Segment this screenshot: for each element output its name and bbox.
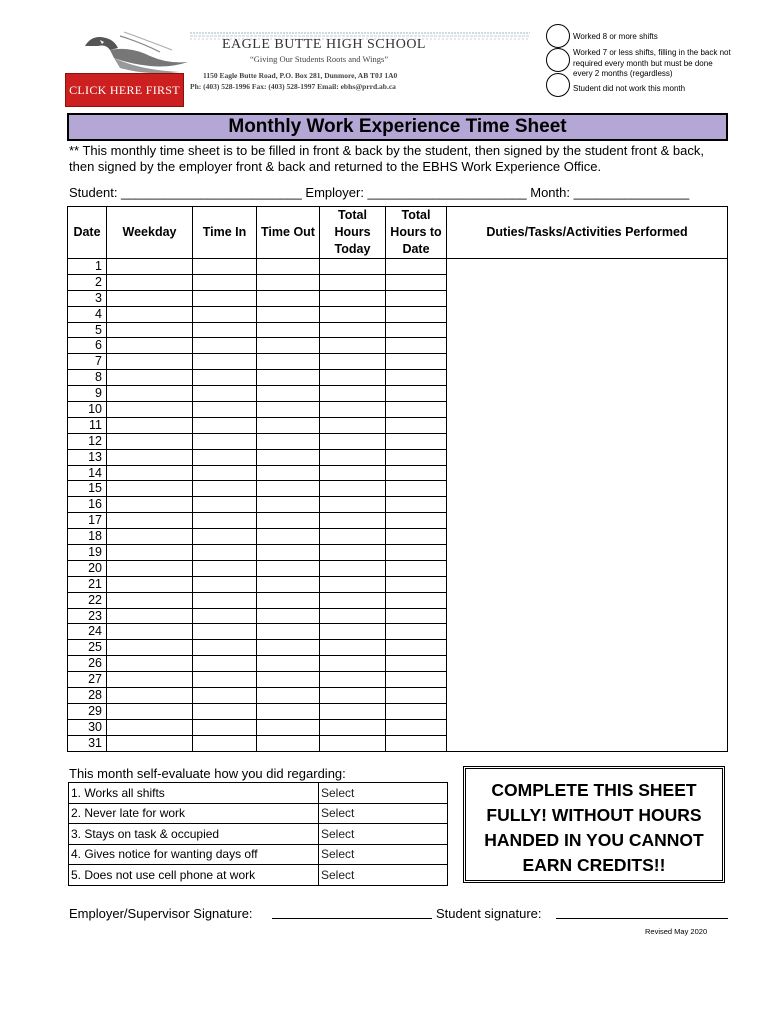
school-name: EAGLE BUTTE HIGH SCHOOL [222,37,426,52]
employer-signature-label: Employer/Supervisor Signature: [69,906,253,921]
time-out-cell[interactable] [257,640,320,656]
total-to-date-cell[interactable] [386,386,447,402]
total-today-cell[interactable] [320,370,386,386]
total-to-date-cell[interactable] [386,338,447,354]
time-out-cell[interactable] [257,672,320,688]
total-today-cell[interactable] [320,338,386,354]
weekday-cell[interactable] [107,545,193,561]
time-in-cell[interactable] [193,672,257,688]
date-cell: 16 [68,497,107,513]
total-today-cell[interactable] [320,290,386,306]
time-in-cell[interactable] [193,576,257,592]
total-today-cell[interactable] [320,274,386,290]
total-to-date-cell[interactable] [386,513,447,529]
eval-row [69,783,448,804]
time-in-cell[interactable] [193,386,257,402]
total-today-cell[interactable] [320,433,386,449]
time-in-cell[interactable] [193,338,257,354]
total-to-date-cell[interactable] [386,703,447,719]
date-cell: 10 [68,402,107,418]
time-in-cell[interactable] [193,592,257,608]
total-to-date-cell[interactable] [386,465,447,481]
time-out-cell[interactable] [257,608,320,624]
weekday-cell[interactable] [107,322,193,338]
total-to-date-cell[interactable] [386,274,447,290]
weekday-cell[interactable] [107,624,193,640]
weekday-cell[interactable] [107,735,193,751]
total-to-date-cell[interactable] [386,354,447,370]
date-cell: 25 [68,640,107,656]
weekday-cell[interactable] [107,290,193,306]
total-today-cell[interactable] [320,402,386,418]
time-out-cell[interactable] [257,402,320,418]
total-to-date-cell[interactable] [386,672,447,688]
timesheet-table [67,206,728,752]
legend-radio-none[interactable] [546,73,570,97]
date-cell: 5 [68,322,107,338]
date-cell: 19 [68,545,107,561]
school-address: 1150 Eagle Butte Road, P.O. Box 281, Dunmore, AB T0J 1A0 [203,71,398,80]
total-today-cell[interactable] [320,688,386,704]
eval-label: 4. Gives notice for wanting days off [69,844,319,865]
date-cell: 26 [68,656,107,672]
time-in-cell[interactable] [193,703,257,719]
weekday-cell[interactable] [107,608,193,624]
total-to-date-cell[interactable] [386,402,447,418]
date-cell: 3 [68,290,107,306]
weekday-cell[interactable] [107,640,193,656]
student-signature-line[interactable] [556,904,728,919]
info-fields [69,185,689,200]
weekday-cell[interactable] [107,306,193,322]
time-in-cell[interactable] [193,402,257,418]
date-cell: 20 [68,560,107,576]
total-to-date-cell[interactable] [386,322,447,338]
date-cell: 4 [68,306,107,322]
header-time-out: Time Out [257,207,320,259]
eval-select[interactable]: Select [319,783,448,804]
total-today-cell[interactable] [320,481,386,497]
time-out-cell[interactable] [257,338,320,354]
date-cell: 24 [68,624,107,640]
school-motto: “Giving Our Students Roots and Wings” [250,54,389,64]
total-to-date-cell[interactable] [386,719,447,735]
time-in-cell[interactable] [193,719,257,735]
school-contact: Ph: (403) 528-1996 Fax: (403) 528-1997 Email: ebhs@prrd.ab.ca [190,82,396,91]
header-weekday: Weekday [107,207,193,259]
eval-row [69,865,448,886]
revised-date: Revised May 2020 [645,927,708,936]
weekday-cell[interactable] [107,703,193,719]
date-cell: 31 [68,735,107,751]
date-cell: 14 [68,465,107,481]
total-to-date-cell[interactable] [386,449,447,465]
weekday-cell[interactable] [107,529,193,545]
date-cell: 2 [68,274,107,290]
total-today-cell[interactable] [320,449,386,465]
weekday-cell[interactable] [107,497,193,513]
weekday-cell[interactable] [107,560,193,576]
time-in-cell[interactable] [193,465,257,481]
legend-label-7-less: Worked 7 or less shifts, filling in the back not required every month but must be done every 2 months (regardless) [573,48,731,78]
time-in-cell[interactable] [193,688,257,704]
weekday-cell[interactable] [107,370,193,386]
total-to-date-cell[interactable] [386,560,447,576]
time-in-cell[interactable] [193,545,257,561]
self-evaluation-table [68,782,448,886]
time-in-cell[interactable] [193,497,257,513]
total-today-cell[interactable] [320,465,386,481]
time-in-cell[interactable] [193,354,257,370]
eval-select[interactable]: Select [319,844,448,865]
total-to-date-cell[interactable] [386,433,447,449]
time-out-cell[interactable] [257,322,320,338]
total-today-cell[interactable] [320,497,386,513]
total-to-date-cell[interactable] [386,529,447,545]
eval-select[interactable]: Select [319,865,448,886]
date-cell: 27 [68,672,107,688]
weekday-cell[interactable] [107,688,193,704]
weekday-cell[interactable] [107,274,193,290]
date-cell: 9 [68,386,107,402]
instructions-text: ** This monthly time sheet is to be filled in front & back by the student, then signed by the student front & back, then signed by the employer front & back and returned to the EBHS Work Experience Office. [69,143,704,174]
weekday-cell[interactable] [107,402,193,418]
total-today-cell[interactable] [320,703,386,719]
time-out-cell[interactable] [257,592,320,608]
time-in-cell[interactable] [193,259,257,275]
eval-label: 5. Does not use cell phone at work [69,865,319,886]
total-today-cell[interactable] [320,322,386,338]
total-today-cell[interactable] [320,529,386,545]
eval-label: 3. Stays on task & occupied [69,824,319,845]
eval-row [69,803,448,824]
weekday-cell[interactable] [107,386,193,402]
header-total-to-date: Total Hours to Date [386,207,447,259]
date-cell: 6 [68,338,107,354]
time-out-cell[interactable] [257,688,320,704]
weekday-cell[interactable] [107,259,193,275]
total-today-cell[interactable] [320,560,386,576]
self-evaluation-title: This month self-evaluate how you did regarding: [69,766,346,781]
eagle-logo-icon [80,28,190,78]
time-out-cell[interactable] [257,624,320,640]
time-in-cell[interactable] [193,417,257,433]
weekday-cell[interactable] [107,481,193,497]
time-out-cell[interactable] [257,417,320,433]
total-today-cell[interactable] [320,672,386,688]
total-to-date-cell[interactable] [386,259,447,275]
time-out-cell[interactable] [257,497,320,513]
time-out-cell[interactable] [257,529,320,545]
time-in-cell[interactable] [193,608,257,624]
weekday-cell[interactable] [107,719,193,735]
total-today-cell[interactable] [320,719,386,735]
eval-select[interactable]: Select [319,824,448,845]
total-today-cell[interactable] [320,656,386,672]
time-in-cell[interactable] [193,370,257,386]
click-here-first-button[interactable]: CLICK HERE FIRST [65,73,184,107]
eval-row [69,844,448,865]
time-out-cell[interactable] [257,274,320,290]
total-today-cell[interactable] [320,513,386,529]
eval-row [69,824,448,845]
weekday-cell[interactable] [107,433,193,449]
time-out-cell[interactable] [257,719,320,735]
weekday-cell[interactable] [107,576,193,592]
student-field[interactable]: Student: _________________________ [69,185,302,200]
eval-label: 1. Works all shifts [69,783,319,804]
total-today-cell[interactable] [320,576,386,592]
header-date: Date [68,207,107,259]
total-today-cell[interactable] [320,608,386,624]
eval-select[interactable]: Select [319,803,448,824]
time-out-cell[interactable] [257,370,320,386]
time-in-cell[interactable] [193,640,257,656]
time-out-cell[interactable] [257,259,320,275]
total-today-cell[interactable] [320,592,386,608]
total-to-date-cell[interactable] [386,290,447,306]
time-in-cell[interactable] [193,624,257,640]
date-cell: 29 [68,703,107,719]
employer-field[interactable]: Employer: ______________________ [305,185,527,200]
total-to-date-cell[interactable] [386,592,447,608]
total-today-cell[interactable] [320,386,386,402]
weekday-cell[interactable] [107,592,193,608]
page-title: Monthly Work Experience Time Sheet [67,113,728,141]
eval-label: 2. Never late for work [69,803,319,824]
total-today-cell[interactable] [320,306,386,322]
time-in-cell[interactable] [193,513,257,529]
time-in-cell[interactable] [193,529,257,545]
total-today-cell[interactable] [320,259,386,275]
header-total-today: Total Hours Today [320,207,386,259]
completion-notice: COMPLETE THIS SHEET FULLY! WITHOUT HOURS HANDED IN YOU CANNOT EARN CREDITS!! [463,766,725,883]
date-cell: 22 [68,592,107,608]
time-out-cell[interactable] [257,433,320,449]
total-to-date-cell[interactable] [386,417,447,433]
total-to-date-cell[interactable] [386,608,447,624]
date-cell: 8 [68,370,107,386]
legend-radio-7-less[interactable] [546,48,570,72]
legend-label-8-plus: Worked 8 or more shifts [573,32,658,41]
time-in-cell[interactable] [193,735,257,751]
total-to-date-cell[interactable] [386,640,447,656]
total-to-date-cell[interactable] [386,688,447,704]
total-to-date-cell[interactable] [386,497,447,513]
total-today-cell[interactable] [320,624,386,640]
time-out-cell[interactable] [257,735,320,751]
date-cell: 17 [68,513,107,529]
time-out-cell[interactable] [257,545,320,561]
date-cell: 7 [68,354,107,370]
total-to-date-cell[interactable] [386,306,447,322]
date-cell: 1 [68,259,107,275]
date-cell: 18 [68,529,107,545]
legend-label-none: Student did not work this month [573,84,686,93]
employer-signature-line[interactable] [272,904,432,919]
time-in-cell[interactable] [193,481,257,497]
date-cell: 13 [68,449,107,465]
time-in-cell[interactable] [193,656,257,672]
weekday-cell[interactable] [107,417,193,433]
time-out-cell[interactable] [257,481,320,497]
time-in-cell[interactable] [193,274,257,290]
time-out-cell[interactable] [257,386,320,402]
time-in-cell[interactable] [193,306,257,322]
time-in-cell[interactable] [193,560,257,576]
total-to-date-cell[interactable] [386,481,447,497]
time-out-cell[interactable] [257,354,320,370]
time-out-cell[interactable] [257,560,320,576]
duties-cell[interactable] [447,259,728,752]
student-signature-label: Student signature: [436,906,542,921]
date-cell: 12 [68,433,107,449]
time-out-cell[interactable] [257,656,320,672]
date-cell: 15 [68,481,107,497]
date-cell: 30 [68,719,107,735]
legend-radio-8-plus[interactable] [546,24,570,48]
date-cell: 11 [68,417,107,433]
total-to-date-cell[interactable] [386,545,447,561]
month-field[interactable]: Month: ________________ [530,185,690,200]
total-to-date-cell[interactable] [386,656,447,672]
time-out-cell[interactable] [257,465,320,481]
time-out-cell[interactable] [257,306,320,322]
weekday-cell[interactable] [107,338,193,354]
total-to-date-cell[interactable] [386,624,447,640]
time-in-cell[interactable] [193,433,257,449]
weekday-cell[interactable] [107,465,193,481]
total-to-date-cell[interactable] [386,370,447,386]
total-today-cell[interactable] [320,417,386,433]
header-time-in: Time In [193,207,257,259]
table-row [68,259,728,275]
header-duties: Duties/Tasks/Activities Performed [447,207,728,259]
total-today-cell[interactable] [320,545,386,561]
time-in-cell[interactable] [193,290,257,306]
date-cell: 28 [68,688,107,704]
weekday-cell[interactable] [107,354,193,370]
time-out-cell[interactable] [257,703,320,719]
time-in-cell[interactable] [193,449,257,465]
total-to-date-cell[interactable] [386,735,447,751]
weekday-cell[interactable] [107,656,193,672]
date-cell: 23 [68,608,107,624]
total-today-cell[interactable] [320,735,386,751]
time-in-cell[interactable] [193,322,257,338]
total-today-cell[interactable] [320,354,386,370]
time-out-cell[interactable] [257,576,320,592]
date-cell: 21 [68,576,107,592]
time-out-cell[interactable] [257,449,320,465]
total-to-date-cell[interactable] [386,576,447,592]
time-out-cell[interactable] [257,513,320,529]
weekday-cell[interactable] [107,672,193,688]
weekday-cell[interactable] [107,513,193,529]
total-today-cell[interactable] [320,640,386,656]
time-out-cell[interactable] [257,290,320,306]
weekday-cell[interactable] [107,449,193,465]
